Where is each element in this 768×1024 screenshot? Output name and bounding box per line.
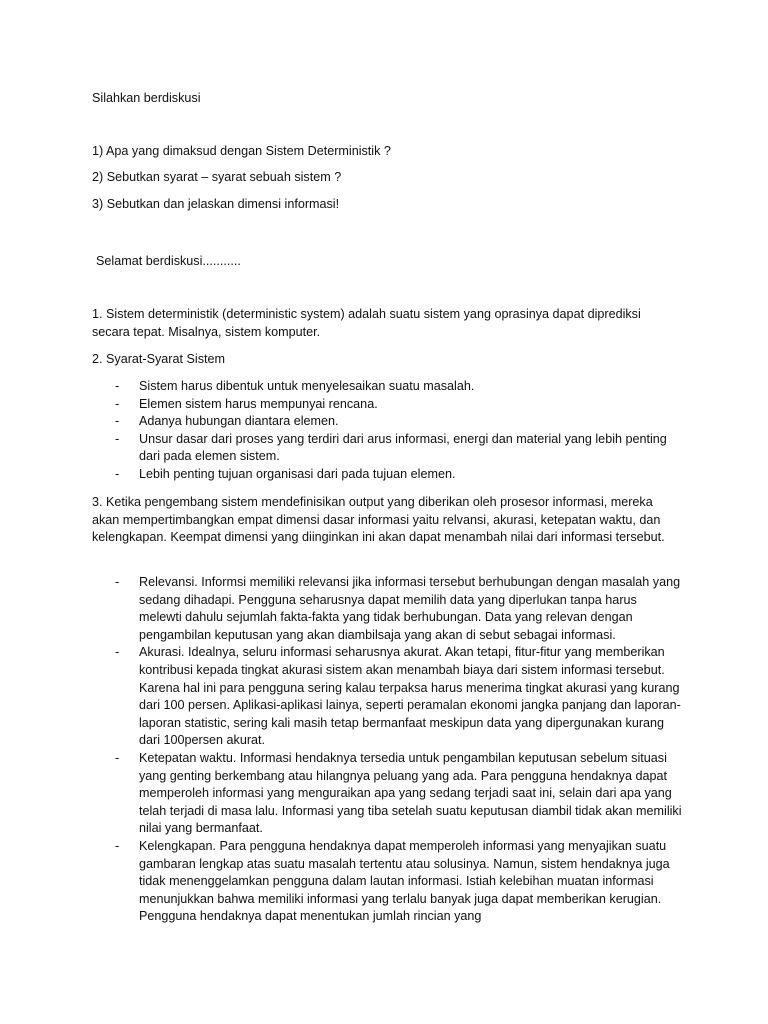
list-item-text: Kelengkapan. Para pengguna hendaknya dapat memperoleh informasi yang menyajikan suatu gambaran lengkap atas suatu masalah tertentu atau solusinya. Namun, sistem hendaknya juga tidak menenggelamkan pengguna dalam lautan informasi. Istiah kelebihan muatan informasi menunjukkan bahwa memiliki informasi yang terlalu banyak juga dapat memberikan kerugian. Pengguna hendaknya dapat menentukan jumlah rincian yang (139, 838, 670, 924)
bullet-dash: - (115, 466, 120, 481)
bullet-dash: - (115, 645, 120, 660)
list-item-text: Lebih penting tujuan organisasi dari pada tujuan elemen. (139, 466, 456, 481)
bullet-dash: - (115, 414, 120, 429)
page-heading: Silahkan berdiskusi (92, 91, 201, 105)
bullet-dash: - (115, 750, 120, 765)
list-item-text: Relevansi. Informsi memiliki relevansi jika informasi tersebut berhubungan dengan masalah yang sedang dihadapi. Pengguna seharusnya dapat memilih data yang diperlukan tanpa harus melewti dahulu sejumlah fakta-fakta yang tidak berhubungan. Data yang relevan dengan pengambilan keputusan yang akan diambilsaja yang akan di sebut sebagai informasi. (139, 575, 681, 642)
syarat-list (92, 378, 682, 484)
list-item (92, 413, 682, 431)
bullet-dash: - (115, 431, 120, 446)
list-item (92, 750, 682, 838)
list-item-text: Sistem harus dibentuk untuk menyelesaikan suatu masalah. (139, 379, 475, 393)
list-item-text: Akurasi. Idealnya, seluru informasi seharusnya akurat. Akan tetapi, fitur-fitur yang memberikan kontribusi kepada tingkat akurasi sistem akan menambah biaya dari sistem informasi tersebut. Karena hal ini para pengguna sering kalau terpaksa harus menerima tingkat akurasi yang kurang dari 100 persen. Aplikasi-aplikasi lainya, seperti peramalan ekonomi jangka panjang dan laporan-laporan statistic, sering kali masih tetap bermanfaat meskipun data yang dipergunakan kurang dari 100persen akurat. (139, 645, 681, 748)
answer-1: 1. Sistem deterministik (deterministic system) adalah suatu sistem yang oprasinya dapat diprediksi secara tepat. Misalnya, sistem komputer. (92, 307, 641, 339)
list-item (92, 431, 682, 466)
question-3: 3) Sebutkan dan jelaskan dimensi informasi! (92, 197, 340, 211)
greeting-text: Selamat berdiskusi........... (96, 254, 241, 268)
list-item-text: Elemen sistem harus mempunyai rencana. (139, 396, 378, 411)
bullet-dash: - (115, 575, 120, 589)
list-item-text: Ketepatan waktu. Informasi hendaknya tersedia untuk pengambilan keputusan sebelum situasi yang genting berkembang atau hilangnya peluang yang ada. Para pengguna hendaknya dapat memperoleh informasi yang menguraikan apa yang sedang terjadi saat ini, selain dari apa yang telah terjadi di masa lalu. Informasi yang tiba setelah suatu keputusan diambil tidak akan memiliki nilai yang bermanfaat. (139, 750, 682, 836)
list-item-text: Unsur dasar dari proses yang terdiri dari arus informasi, energi dan material yang lebih penting dari pada elemen sistem. (139, 431, 667, 464)
answer-2-title: 2. Syarat-Syarat Sistem (92, 352, 225, 366)
list-item (92, 396, 682, 414)
bullet-dash: - (115, 396, 120, 411)
list-item (92, 378, 682, 396)
list-item (92, 466, 682, 484)
list-item (92, 838, 682, 926)
question-2: 2) Sebutkan syarat – syarat sebuah sistem ? (92, 170, 342, 184)
bullet-dash: - (115, 379, 120, 393)
list-item (92, 644, 682, 750)
list-item (92, 574, 682, 644)
bullet-dash: - (115, 838, 120, 853)
question-1: 1) Apa yang dimaksud dengan Sistem Deterministik ? (92, 144, 391, 158)
answer-3-intro: 3. Ketika pengembang sistem mendefinisikan output yang diberikan oleh prosesor informasi, mereka akan mempertimbangkan empat dimensi dasar informasi yaitu relvansi, akurasi, ketepatan waktu, dan kelengkapan. Keempat dimensi yang diinginkan ini akan dapat menambah nilai dari informasi tersebut. (92, 495, 665, 545)
dimensi-list (92, 574, 682, 926)
list-item-text: Adanya hubungan diantara elemen. (139, 414, 339, 429)
